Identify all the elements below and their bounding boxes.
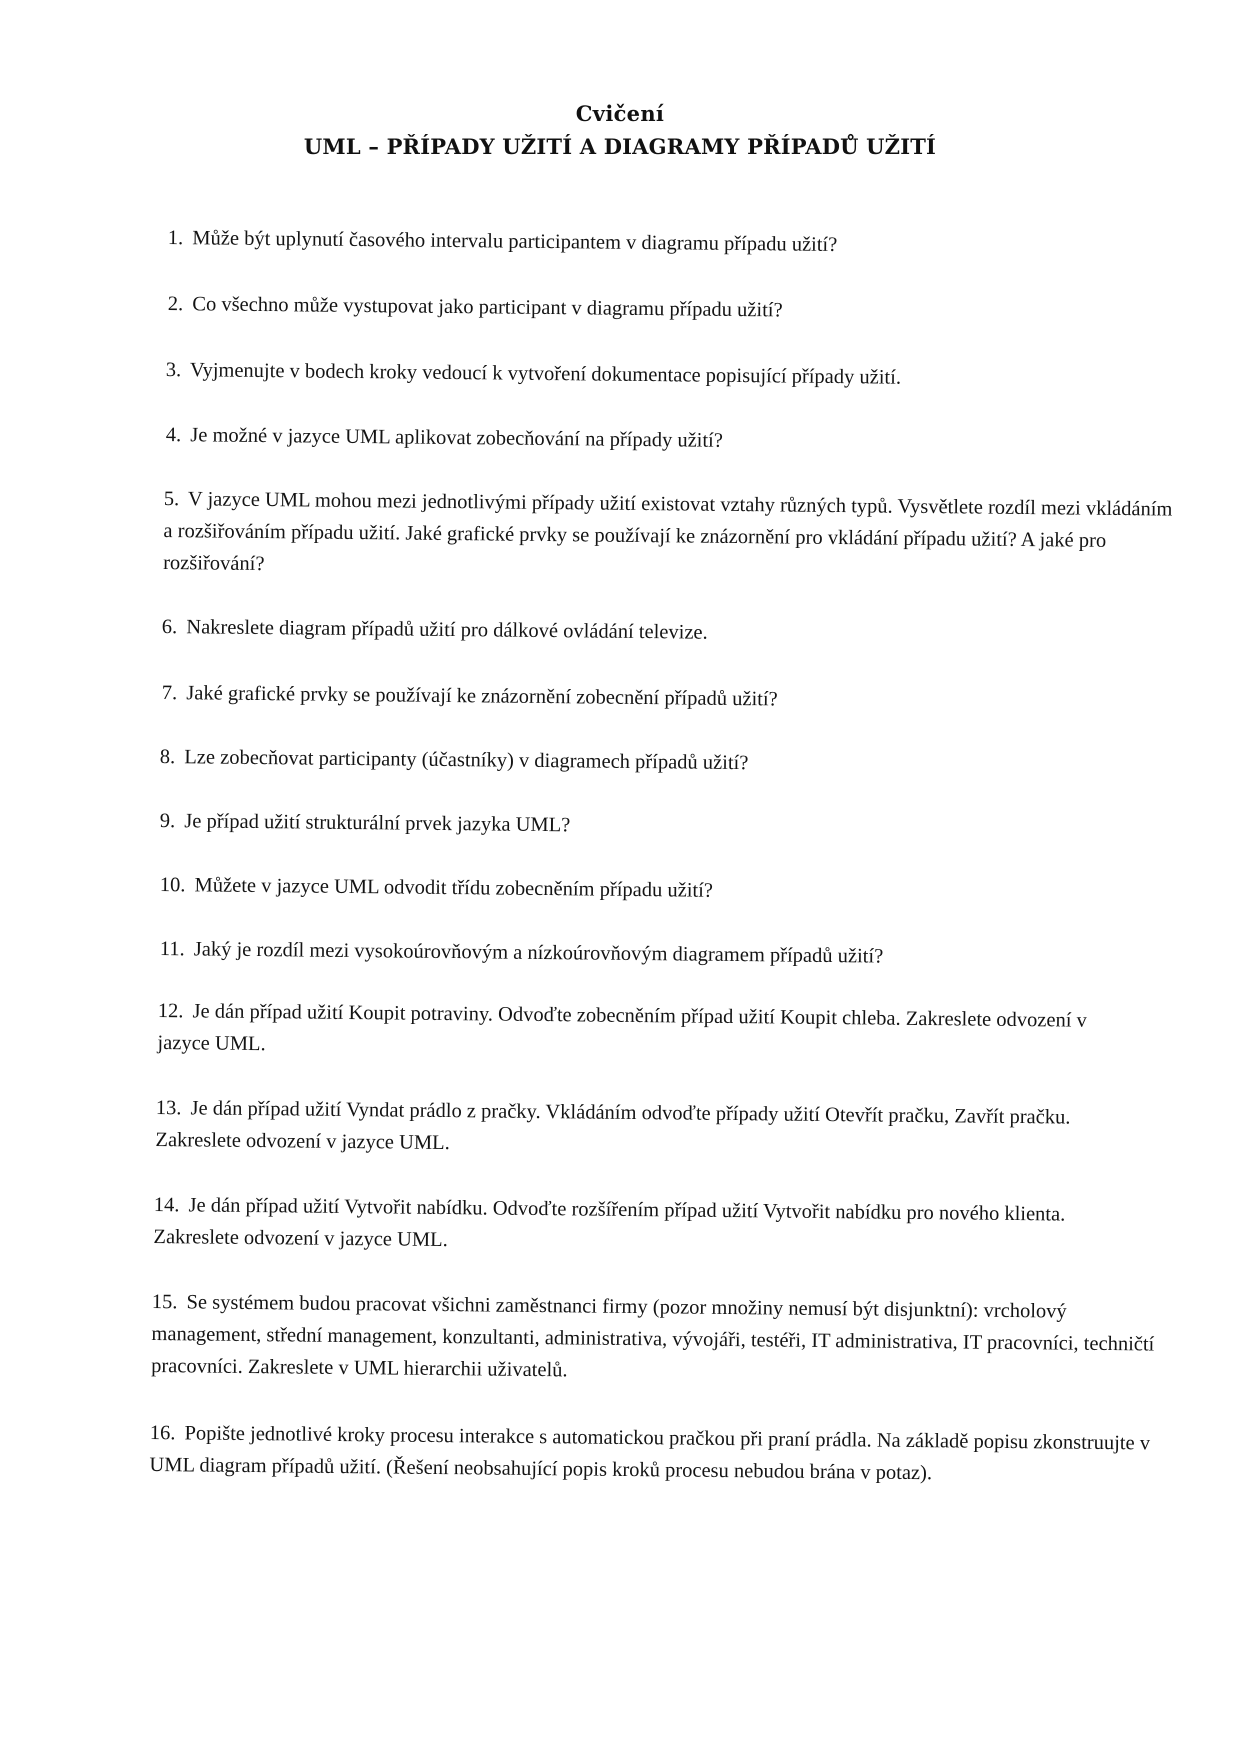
- question-text: Nakreslete diagram případů užití pro dálkové ovládání televize.: [186, 616, 708, 644]
- question-number: 4.: [165, 423, 182, 447]
- question-item: [168, 222, 1028, 263]
- question-number: 3.: [165, 358, 182, 382]
- question-number: 13.: [155, 1096, 182, 1120]
- question-number: 2.: [167, 292, 184, 316]
- question-text: Je případ užití strukturální prvek jazyka UML?: [184, 810, 571, 837]
- question-text: Lze zobecňovat participanty (účastníky) v diagramech případů užití?: [184, 746, 749, 775]
- question-text: Můžete v jazyce UML odvodit třídu zobecněním případu užití?: [194, 874, 714, 902]
- question-item: [160, 869, 1020, 910]
- question-text: Je možné v jazyce UML aplikovat zobecňování na případy užití?: [190, 424, 724, 452]
- question-item: [153, 1189, 1154, 1263]
- question-number: 6.: [161, 615, 178, 639]
- question-item: [160, 805, 1020, 846]
- document-subtitle: Cvičení: [575, 101, 665, 126]
- question-text: Jaké grafické prvky se používají ke znázornění zobecnění případů užití?: [186, 682, 778, 711]
- question-number: 14.: [153, 1193, 180, 1217]
- question-text: V jazyce UML mohou mezi jednotlivými případy užití existovat vztahy různých typů. Vysvětlete rozdíl mezi vkládáním a rozšiřováním případu užití. Jaké grafické prvky se používají ke znázornění pro vkládání případu užití? A jaké pro rozšiřování?: [163, 488, 1173, 576]
- question-item: [160, 933, 1060, 974]
- question-text: Je dán případ užití Koupit potraviny. Odvoďte zobecněním případ užití Koupit chleba. Zakreslete odvození v jazyce UML.: [157, 1000, 1087, 1056]
- question-item: [155, 1092, 1146, 1166]
- question-number: 15.: [151, 1290, 178, 1314]
- question-item: [163, 483, 1174, 590]
- question-item: [168, 288, 1028, 329]
- question-text: Se systémem budou pracovat všichni zaměstnanci firmy (pozor množiny nemusí být disjunktní): vrcholový management, střední management, konzultanti, administrativa, vývojáři, testéři, IT administrativa, IT pracovníci, techničtí pracovníci. Zakreslete v UML hierarchii uživatelů.: [151, 1291, 1155, 1382]
- question-number: 1.: [167, 226, 184, 250]
- question-number: 5.: [163, 487, 180, 511]
- question-number: 9.: [159, 809, 176, 833]
- question-item: [162, 677, 1022, 718]
- question-item: [162, 611, 1022, 652]
- question-number: 11.: [159, 937, 185, 961]
- question-text: Jaký je rozdíl mezi vysokoúrovňovým a nízkoúrovňovým diagramem případů užití?: [193, 938, 884, 968]
- question-item: [149, 1417, 1170, 1492]
- question-number: 16.: [149, 1421, 176, 1445]
- question-item: [160, 741, 1020, 782]
- question-number: 8.: [159, 745, 176, 769]
- question-number: 10.: [159, 873, 186, 897]
- document-title: UML – PŘÍPADY UŽITÍ A DIAGRAMY PŘÍPADŮ UŽITÍ: [303, 134, 937, 159]
- question-item: [151, 1286, 1162, 1393]
- question-number: 12.: [157, 999, 184, 1023]
- question-text: Vyjmenujte v bodech kroky vedoucí k vytvoření dokumentace popisující případy užití.: [189, 359, 902, 389]
- question-text: Popište jednotlivé kroky procesu interakce s automatickou pračkou při praní prádla. Na základě popisu zkonstruujte v UML diagram případů užití. (Řešení neobsahující popis kroků procesu nebudou brána v potaz).: [149, 1422, 1151, 1485]
- question-text: Je dán případ užití Vyndat prádlo z pračky. Vkládáním odvoďte případy užití Otevřít pračku, Zavřít pračku. Zakreslete odvození v jazyce UML.: [155, 1097, 1071, 1155]
- question-text: Může být uplynutí časového intervalu participantem v diagramu případu užití?: [192, 227, 838, 257]
- question-number: 7.: [161, 681, 178, 705]
- question-text: Co všechno může vystupovat jako participant v diagramu případu užití?: [192, 293, 783, 322]
- question-item: [166, 354, 1066, 395]
- question-text: Je dán případ užití Vytvořit nabídku. Odvoďte rozšířením případ užití Vytvořit nabídku pro nového klienta. Zakreslete odvození v jazyce UML.: [153, 1194, 1066, 1252]
- question-item: [166, 419, 1026, 460]
- question-item: [157, 995, 1108, 1069]
